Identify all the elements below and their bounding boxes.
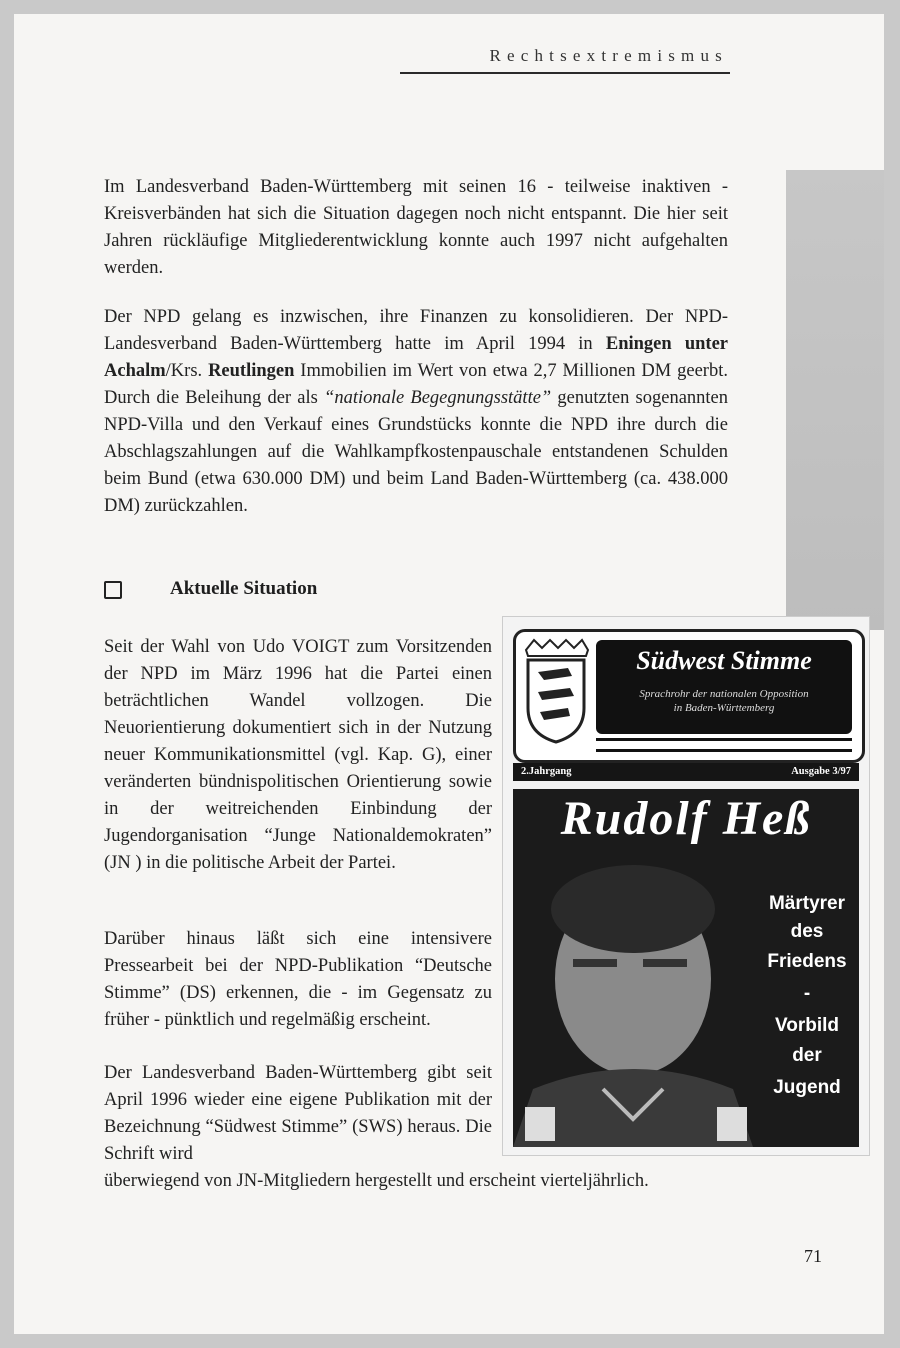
checkbox-icon bbox=[104, 581, 122, 599]
cover-side-text-7: Jugend bbox=[773, 1077, 841, 1098]
p2-text-a: Der NPD gelang es inzwischen, ihre Finanzen zu konsolidieren. Der NPD-Landesverband Baden-Württemberg hatte im April 1994 in bbox=[104, 307, 728, 354]
section-heading bbox=[104, 578, 504, 608]
margin-gray-strip bbox=[786, 170, 884, 630]
cover-side-text-3: Friedens bbox=[767, 951, 847, 972]
paragraph-4: Darüber hinaus läßt sich eine intensivere Pressearbeit bei der NPD-Publikation “Deutsche Stimme” (DS) erkennen, die - im Gegensatz zu früher - pünktlich und regelmäßig erscheint. bbox=[104, 929, 492, 1030]
cover-side-text-4: - bbox=[803, 983, 811, 1004]
header-rule bbox=[400, 72, 730, 74]
cover-side-text-1: Märtyrer bbox=[768, 893, 846, 914]
magazine-masthead bbox=[513, 629, 865, 763]
magazine-title: Südwest Stimme bbox=[636, 646, 812, 675]
magazine-year: 2.Jahrgang bbox=[521, 766, 572, 777]
paragraph-3: Seit der Wahl von Udo VOIGT zum Vorsitzenden der NPD im März 1996 hat die Partei einen beträchtlichen Wandel vollzogen. Die Neuorientierung dokumentiert sich in der Nutzung neuer Kommunikationsmittel (vgl. Kap. G), einer veränderten bündnispolitischen Orientierung sowie in der weitreichenden Einbindung der Jugendorganisation “Junge Nationaldemokraten” (JN ) in die politische Arbeit der Partei. bbox=[104, 637, 492, 873]
magazine-subtitle-2: in Baden-Württemberg bbox=[673, 702, 775, 714]
p2-text-c: /Krs. bbox=[165, 361, 209, 381]
magazine-issue: Ausgabe 3/97 bbox=[791, 766, 851, 777]
p2-italic-quote: “nationale Begegnungsstätte” bbox=[324, 388, 552, 408]
cover-name: Rudolf Heß bbox=[560, 792, 812, 845]
p2-bold-district: Reutlingen bbox=[208, 361, 295, 381]
coat-of-arms-icon bbox=[520, 636, 592, 746]
p2-text-d: Immobilien im Wert von etwa 2,7 Millionen DM geerbt. Durch die Beleihung der als bbox=[104, 361, 728, 408]
paragraph-5: Der Landesverband Baden-Württemberg gibt seit April 1996 wieder eine eigene Publikation mit der Bezeichnung “Südwest Stimme” (SWS) heraus. Die Schrift wird bbox=[104, 1063, 492, 1164]
cover-side-text-5: Vorbild bbox=[774, 1015, 840, 1036]
cover-photo bbox=[513, 789, 859, 1147]
magazine-double-rule bbox=[596, 738, 852, 752]
page-number: 71 bbox=[804, 1246, 822, 1266]
section-heading-text: Aktuelle Situation bbox=[170, 578, 318, 599]
p2-text-f: genutzten sogenannten NPD-Villa und den Verkauf eines Grundstücks konnte die NPD ihre durch die Abschlagszahlungen auf die Wahlkampfkostenpauschale entstandenen Schulden beim Bund (etwa 630.000 DM) und beim Land Baden-Württemberg (ca. 438.000 DM) zurückzahlen. bbox=[104, 388, 729, 516]
running-header: Rechtsextremismus bbox=[489, 46, 728, 65]
magazine-issue-bar bbox=[513, 763, 859, 781]
paragraph-1: Im Landesverband Baden-Württemberg mit seinen 16 - teilweise inaktiven - Kreisverbänden hat sich die Situation dagegen noch nicht entspannt. Die hier seit Jahren rückläufige Mitgliederentwicklung konnte auch 1997 nicht aufgehalten werden. bbox=[104, 177, 728, 278]
magazine-cover-image bbox=[502, 616, 870, 1156]
cover-side-text-6: der bbox=[792, 1045, 822, 1066]
document-page bbox=[14, 14, 884, 1334]
magazine-subtitle-1: Sprachrohr der nationalen Opposition bbox=[639, 688, 809, 700]
cover-side-text-2: des bbox=[790, 921, 824, 942]
paragraph-2 bbox=[104, 304, 728, 520]
magazine-title-box bbox=[596, 640, 852, 734]
paragraph-6: überwiegend von JN-Mitgliedern hergestellt und erscheint vierteljährlich. bbox=[104, 1171, 649, 1191]
p2-bold-place: Eningen unter Achalm bbox=[104, 334, 729, 381]
